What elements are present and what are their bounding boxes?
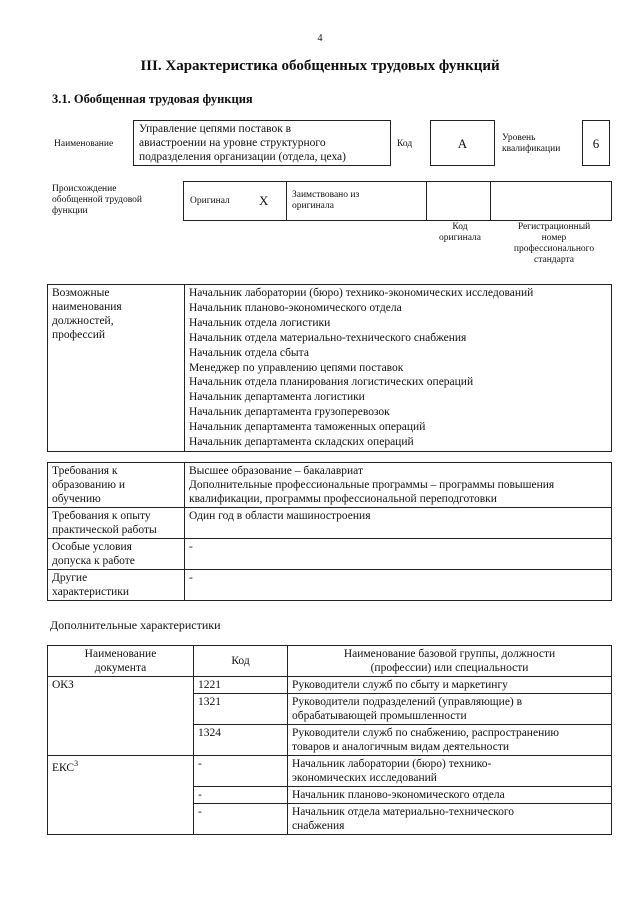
original-label: Оригинал [190,196,230,206]
origin-divider [286,181,287,221]
requirement-value [185,463,612,508]
requirement-value-line: Высшее образование – бакалавриат [189,465,363,477]
name-label: Наименование [54,139,114,149]
name-cell [288,787,612,804]
name-cell [288,694,612,725]
requirement-label-line: Требования к [52,465,118,477]
positions-table [47,284,612,452]
positions-label-line: наименования [52,301,122,313]
name-cell [288,677,612,694]
position-item: Начальник отдела материально-технического снабжения [189,331,467,344]
position-item: Начальник отдела сбыта [189,346,309,359]
positions-list-cell [185,285,612,452]
requirement-label [48,463,185,508]
origin-label-line: функции [52,206,88,216]
position-item: Начальник лаборатории (бюро) технико-экономических исследований [189,287,534,299]
code-original-caption [428,222,492,244]
origin-label-line: Происхождение [52,184,117,194]
requirement-value-line: - [189,541,193,553]
requirement-value-line: - [189,572,193,584]
header-name [288,646,612,677]
header-line: Код [231,655,250,667]
code-cell: 1321 [194,694,288,725]
level-value-box [582,120,610,166]
requirement-label-line: образованию и [52,479,125,491]
requirement-value-line: Дополнительные профессиональные программы – программы повышения [189,479,555,491]
requirement-label [48,508,185,539]
origin-label [52,184,142,217]
requirement-row [48,570,612,601]
requirement-value-line: Один год в области машиностроения [189,510,371,522]
positions-label-line: должностей, [52,315,114,327]
requirement-label [48,570,185,601]
requirements-table [47,462,612,601]
name-line: Руководители служб по снабжению, распространению [292,727,559,739]
name-value [134,121,390,165]
header-doc [48,646,194,677]
header-line: Наименование [84,648,157,660]
doc-cell [48,756,194,835]
requirement-label-line: практической работы [52,524,157,536]
position-item: Начальник планово-экономического отдела [189,301,402,314]
name-cell [288,756,612,787]
code-cell: - [194,804,288,835]
origin-divider [490,181,491,221]
table-row [48,677,612,694]
requirement-label-line: Другие [52,572,88,584]
code-cell: - [194,756,288,787]
name-value-box [133,120,391,166]
name-cell [288,725,612,756]
borrowed-label-line: оригинала [292,201,334,211]
name-line: снабжения [292,820,345,832]
code-cell: 1324 [194,725,288,756]
caption-line: Код [452,222,468,232]
name-line: товаров и аналогичным видам деятельности [292,741,510,753]
name-line: Управление цепями поставок в [139,123,292,135]
origin-box [183,181,612,221]
requirement-label-line: допуска к работе [52,555,135,567]
name-line: Руководители служб по сбыту и маркетингу [292,679,508,691]
requirement-value [185,539,612,570]
code-value: A [457,136,468,151]
level-label [502,133,560,155]
borrowed-label-line: Заимствовано из [292,190,360,200]
doc-cell: ОКЗ [48,677,194,756]
requirement-row [48,539,612,570]
position-item: Начальник отдела логистики [189,316,331,329]
position-item: Начальник департамента логистики [189,391,365,404]
position-item: Менеджер по управлению цепями поставок [189,361,404,374]
name-line: Руководители подразделений (управляющие) в [292,696,523,708]
name-line: экономических исследований [292,772,437,784]
origin-label-line: обобщенной трудовой [52,195,142,205]
positions-label-line: Возможные [52,287,110,299]
subsection-title: 3.1. Обобщенная трудовая функция [52,92,253,106]
code-value-box [430,120,495,166]
header-line: (профессии) или специальности [370,662,529,674]
name-line: авиастроении на уровне структурного [139,137,326,149]
position-item: Начальник отдела планирования логистических операций [189,376,474,389]
requirement-row [48,508,612,539]
name-line: Начальник планово-экономического отдела [292,789,505,801]
caption-line: профессионального [513,244,595,254]
header-code [194,646,288,677]
code-label: Код [397,139,413,149]
requirement-value [185,508,612,539]
header-line: Наименование базовой группы, должности [343,648,556,660]
footnote-marker: 3 [74,759,79,768]
code-cell: - [194,787,288,804]
requirement-label-line: Требования к опыту [52,510,151,522]
section-title: III. Характеристика обобщенных трудовых функций [140,58,500,74]
original-mark: X [259,193,269,208]
name-line: обрабатывающей промышленности [292,710,467,722]
caption-line: стандарта [534,255,574,265]
name-line: Начальник отдела материально-технического [292,806,515,818]
name-line: Начальник лаборатории (бюро) технико- [292,758,492,770]
requirement-row [48,463,612,508]
position-item: Начальник департамента складских операций [189,436,414,449]
requirement-value-line: квалификации, программы профессиональной переподготовки [189,493,497,505]
level-label-line: квалификации [502,144,561,154]
page-number: 4 [317,33,323,44]
code-cell: 1221 [194,677,288,694]
additional-table [47,645,612,835]
doc-text: ЕКС [52,761,75,774]
level-label-line: Уровень [502,133,536,143]
requirement-label-line: характеристики [52,586,130,598]
name-cell [288,804,612,835]
position-item: Начальник департамента таможенных операций [189,421,426,434]
additional-header-row [48,646,612,677]
name-line: подразделения организации (отдела, цеха) [139,151,346,163]
caption-line: оригинала [439,233,481,243]
caption-line: номер [541,233,567,243]
position-item: Начальник департамента грузоперевозок [189,406,390,419]
requirement-label [48,539,185,570]
caption-line: Регистрационный [517,222,591,232]
origin-divider [426,181,427,221]
borrowed-label [292,190,359,212]
requirement-label-line: Особые условия [52,541,132,553]
reg-number-caption [494,222,614,266]
level-value: 6 [592,136,600,151]
table-row [48,756,612,787]
requirement-label-line: обучению [52,493,101,505]
additional-title: Дополнительные характеристики [50,618,221,632]
positions-label-line: профессий [52,329,106,341]
header-line: документа [94,662,147,674]
requirement-value [185,570,612,601]
positions-label-cell [48,285,185,452]
